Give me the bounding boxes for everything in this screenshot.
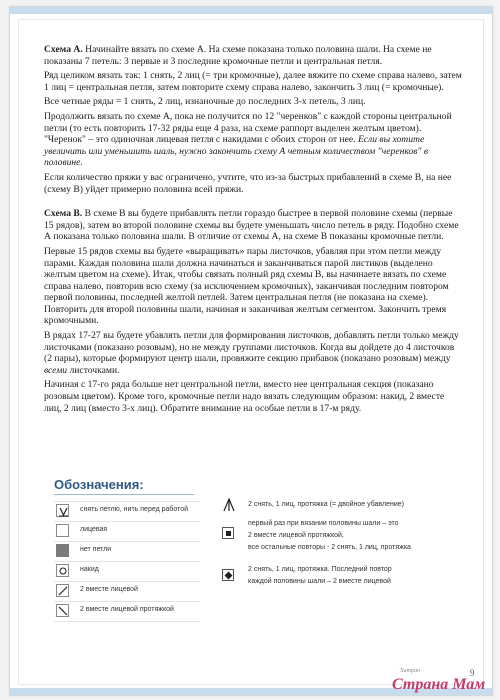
legend-label: накид [80,566,99,573]
scheme-a-paragraph-1 [44,44,462,67]
legend-label: 2 вместе лицевой протяжкой [80,606,174,613]
scheme-a-note: Если вы хотите увеличить или уменьшить шаль, нужно закончить схему А четным количеством "черенков" в половине. [44,134,429,169]
legend-underline [54,494,194,495]
legend-label: 2 снять, 1 лиц, протяжка (= двойное убавление) [248,501,404,508]
scheme-a-title: Схема А. [44,44,83,55]
legend-label: первый раз при вязании половины шали – это [248,520,399,527]
top-border [10,7,492,14]
legend-row-ssk [54,602,200,622]
legend-label: каждой половины шали – 2 вместе лицевой [248,578,391,585]
legend-label: лицевая [80,526,108,533]
legend-row-no-stitch [54,542,200,562]
legend-label: снять петлю, нить перед работой [80,506,189,513]
legend-label: нет петли [80,546,112,553]
instructions-text [44,44,462,417]
scheme-b-text-3-end: листочками. [69,364,120,376]
legend-row-yarn-over [54,562,200,582]
legend-title: Обозначения: [54,477,144,492]
scheme-a-paragraph-4 [44,111,462,169]
legend-label: 2 вместе лицевой [80,586,138,593]
legend-row-knit [54,522,200,542]
scheme-a-text-4: Продолжить вязать по схеме А, пока не получится по 12 "черенков" с каждой стороны центральной петли (то есть повторить 17-32 ряды еще 4 раза, на схеме раппорт выделен желтым цветом). "Черенок" – это одиночная лицевая петля с накидами с обоих сторон от нее. [44,110,452,146]
scheme-b-title: Схема В. [44,208,83,220]
legend-label: 2 снять, 1 лиц, протяжка. Последний повтор [248,566,392,573]
yarn-over-icon [56,564,69,577]
scheme-b-text-1: В схеме В вы будете прибавлять петли гораздо быстрее в первой половине схемы (первые 15 рядов), затем во второй половине схемы вы будете уменьшать число петель в ряду. Подобно схеме А показана только половина шали. В отличие от схемы А, на схеме В показаны кромочные петли. [44,208,459,243]
scheme-b-paragraph-4: Начиная с 17-го ряда больше нет центральной петли, вместо нее центральная секция (показано розовым цветом). Кроме того, кромочные петли надо вязать следующим образом: накид, 2 вместе лиц, 2 лиц (вместо 3-х лиц). Обратите внимание на особые петли в 17-м ряду. [44,379,445,414]
scheme-b-emphasis: всеми [44,364,68,376]
legend-left [54,501,200,622]
scheme-a-paragraph-2: Ряд целиком вязать так: 1 снять, 2 лиц (= три кромочные), далее вяжите по схеме справа налево, затем 1 лиц = центральная петля, затем повторите схему справа налево, закончить 3 лиц (= кромочные). [44,70,462,93]
knit-stitch-icon [56,524,69,537]
k2tog-icon [56,584,69,597]
legend-row-k2tog [54,582,200,602]
scheme-b-paragraph-3 [44,330,462,376]
ssk-icon [56,604,69,617]
watermark-logo: Страна Мам [392,676,486,693]
slip-stitch-icon [56,504,69,517]
watermark-author: Хатрин [400,668,420,674]
scheme-b-paragraph-2: Первые 15 рядов схемы вы будете «выращивать» пары листочков, убавляя при этом петли между парами. Каждая половина шали должна начинаться и заканчиваться парой листиков (выделено желтым цветом на схеме). Итак, чтобы связать полный ряд схемы В, вы начинаете вязать по схеме справа налево, повторив всю схему (за исключением кромочных), заканчивая последним повтором первой половины, последней желтой петлей. Затем центральная петля (не показана на схеме). Повторить для второй половины шали, начиная и заканчивая желтым сегментом. Закончить тремя кромочными. [44,245,449,327]
legend-label: все остальные повторы - 2 снять, 1 лиц, протяжка [248,544,411,551]
scheme-b-paragraph-1 [44,208,462,243]
square-dot-icon [222,527,234,539]
scheme-b-text-3: В рядах 17-27 вы будете убавлять петли для формирования листочков, добавлять петли только между листочками (показано розовым), но не между группами листочков. Когда вы дойдете до 4 листочков (2 пары), которые формируют центр шали, провяжите секцию прибавок (показано розовым) между [44,330,459,365]
no-stitch-icon [56,544,69,557]
diamond-icon [222,569,234,581]
page-number: 9 [470,668,475,678]
double-decrease-icon [222,497,234,509]
scheme-a-paragraph-5: Если количество пряжи у вас ограничено, учтите, что из-за быстрых прибавлений в схеме В, на нее (схему В) уйдет примерно половина всей пряжи. [44,171,452,195]
scheme-a-text-1: Начинайте вязать по схеме А. На схеме показана только половина шали. На схеме не показаны 7 петель: 3 первые и 3 последние кромочные петли и центральная петля. [44,44,432,67]
scheme-a-paragraph-3: Все четные ряды = 1 снять, 2 лиц, изнаночные до последних 3-х петель, 3 лиц. [44,96,366,108]
legend-label: 2 вместе лицевой протяжкой, [248,532,344,539]
document-page [9,6,493,696]
legend-row-slip [54,501,200,522]
